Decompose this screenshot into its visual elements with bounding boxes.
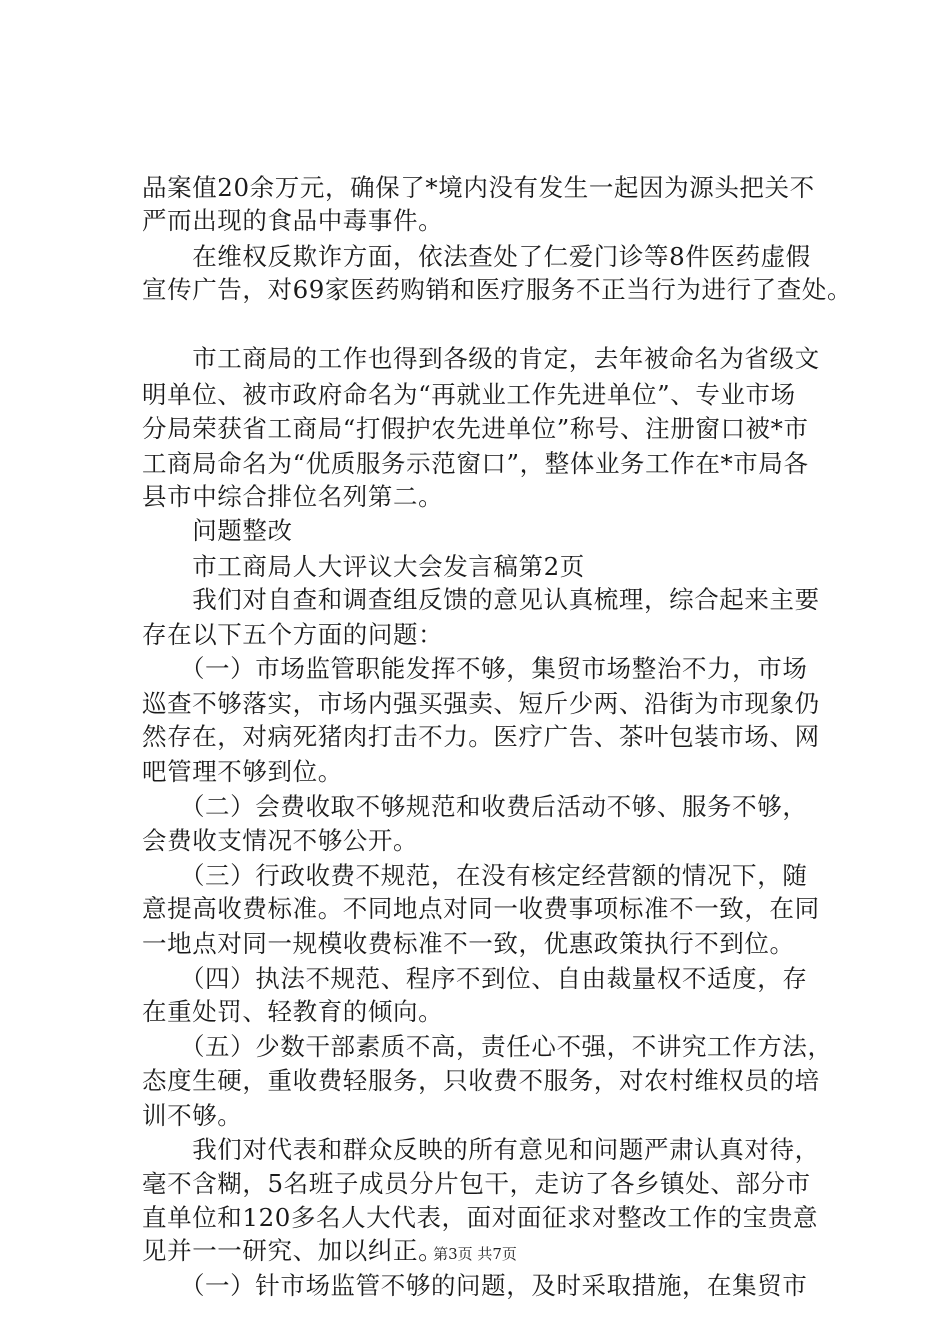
body-text-line: 工商局命名为“优质服务示范窗口”，整体业务工作在*市局各 (142, 449, 809, 478)
body-text-line: 见并一一研究、加以纠正。 (142, 1236, 444, 1265)
body-text-line: 然存在，对病死猪肉打击不力。医疗广告、茶叶包装市场、网 (142, 722, 820, 751)
body-text-line: （四）执法不规范、程序不到位、自由裁量权不适度，存 (142, 964, 808, 993)
body-text-line: 存在以下五个方面的问题： (142, 620, 444, 649)
body-text-line: 在维权反欺诈方面，依法查处了仁爱门诊等8件医药虚假 (142, 242, 811, 271)
body-text-line: 毫不含糊，5名班子成员分片包干，走访了各乡镇处、部分市 (142, 1169, 811, 1198)
body-text-line: 我们对自查和调查组反馈的意见认真梳理，综合起来主要 (142, 585, 820, 614)
page-number-label: 第3页 共7页 (433, 1245, 517, 1263)
page-title-line: 市工商局人大评议大会发言稿第2页 (142, 552, 585, 581)
body-text-line: （一）市场监管职能发挥不够，集贸市场整治不力，市场 (142, 654, 808, 683)
body-text-line: 县市中综合排位名列第二。 (142, 482, 444, 511)
body-text-line: 明单位、被市政府命名为“再就业工作先进单位”、专业市场 (142, 380, 796, 409)
body-text-line: （五）少数干部素质不高，责任心不强，不讲究工作方法， (142, 1032, 833, 1061)
page-footer (0, 1243, 950, 1264)
body-text-line: 宣传广告，对69家医药购销和医疗服务不正当行为进行了查处。 (142, 275, 853, 304)
body-text-line: 分局荣获省工商局“打假护农先进单位”称号、注册窗口被*市 (142, 414, 809, 443)
body-text-line: 吧管理不够到位。 (142, 757, 343, 786)
body-text-line: 态度生硬，重收费轻服务，只收费不服务，对农村维权员的培 (142, 1066, 820, 1095)
body-text-line: 严而出现的食品中毒事件。 (142, 206, 444, 235)
body-text-line: 直单位和120多名人大代表，面对面征求对整改工作的宝贵意 (142, 1203, 819, 1232)
body-text-line: （一）针市场监管不够的问题，及时采取措施，在集贸市 (142, 1271, 808, 1300)
body-text-line: 意提高收费标准。不同地点对同一收费事项标准不一致，在同 (142, 894, 820, 923)
body-text-line: （二）会费收取不够规范和收费后活动不够、服务不够， (142, 792, 808, 821)
body-text-line: 巡查不够落实，市场内强买强卖、短斤少两、沿街为市现象仍 (142, 689, 820, 718)
body-text-line: 品案值20余万元，确保了*境内没有发生一起因为源头把关不 (142, 173, 815, 202)
body-text-line: 市工商局的工作也得到各级的肯定，去年被命名为省级文 (142, 344, 820, 373)
section-heading: 问题整改 (142, 516, 293, 545)
body-text-line: 训不够。 (142, 1101, 243, 1130)
body-text-line: 一地点对同一规模收费标准不一致，优惠政策执行不到位。 (142, 929, 795, 958)
body-text-line: 我们对代表和群众反映的所有意见和问题严肃认真对待， (142, 1135, 820, 1164)
body-text-line: 在重处罚、轻教育的倾向。 (142, 997, 444, 1026)
body-text-line: 会费收支情况不够公开。 (142, 826, 419, 855)
body-text-line: （三）行政收费不规范，在没有核定经营额的情况下，随 (142, 861, 808, 890)
